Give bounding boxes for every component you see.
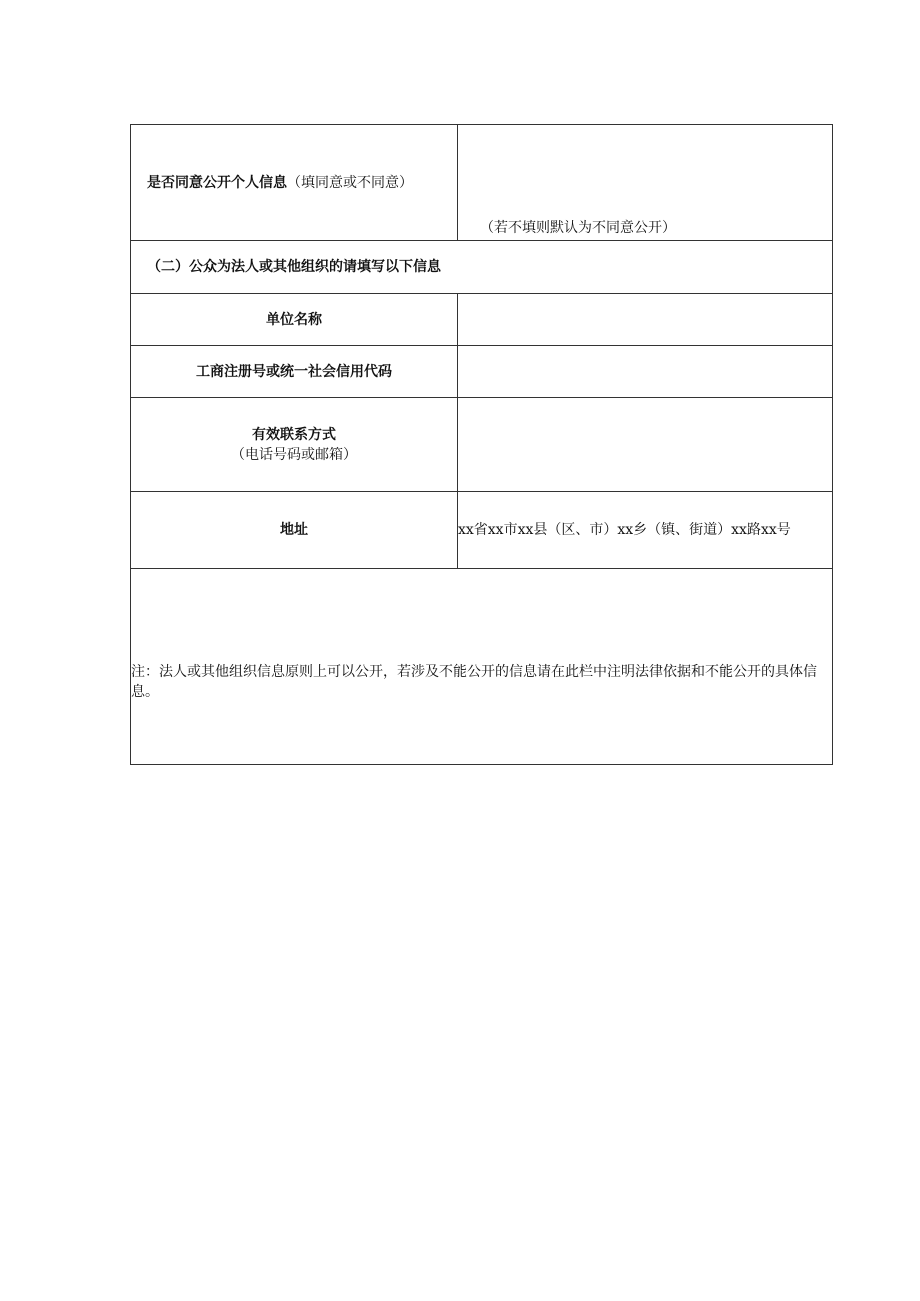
contact-input-cell[interactable] bbox=[458, 398, 833, 492]
note-text: 注：法人或其他组织信息原则上可以公开，若涉及不能公开的信息请在此栏中注明法律依据和不能公开的具体信息。 bbox=[131, 663, 817, 700]
unit-name-input-cell[interactable] bbox=[458, 294, 833, 346]
unit-name-label: 单位名称 bbox=[131, 294, 458, 346]
consent-label-hint: （填同意或不同意） bbox=[287, 174, 413, 191]
note-row bbox=[131, 569, 833, 765]
section-header-row bbox=[131, 241, 833, 294]
consent-label: 是否同意公开个人信息 bbox=[147, 174, 287, 191]
address-value[interactable]: xx省xx市xx县（区、市）xx乡（镇、街道）xx路xx号 bbox=[458, 492, 833, 569]
contact-sublabel: （电话号码或邮箱） bbox=[231, 446, 357, 463]
application-form-table bbox=[130, 124, 833, 765]
address-row bbox=[131, 492, 833, 569]
note-cell[interactable] bbox=[131, 569, 833, 765]
registration-input-cell[interactable] bbox=[458, 346, 833, 398]
section-title: （二）公众为法人或其他组织的请填写以下信息 bbox=[131, 241, 833, 294]
address-label: 地址 bbox=[131, 492, 458, 569]
consent-default-hint: （若不填则默认为不同意公开） bbox=[480, 220, 676, 236]
consent-label-cell bbox=[131, 125, 458, 241]
contact-row bbox=[131, 398, 833, 492]
contact-label: 有效联系方式 bbox=[252, 426, 336, 443]
unit-name-row bbox=[131, 294, 833, 346]
consent-input-cell[interactable] bbox=[458, 125, 833, 241]
registration-label: 工商注册号或统一社会信用代码 bbox=[131, 346, 458, 398]
consent-row bbox=[131, 125, 833, 241]
registration-row bbox=[131, 346, 833, 398]
contact-label-cell bbox=[131, 398, 458, 492]
